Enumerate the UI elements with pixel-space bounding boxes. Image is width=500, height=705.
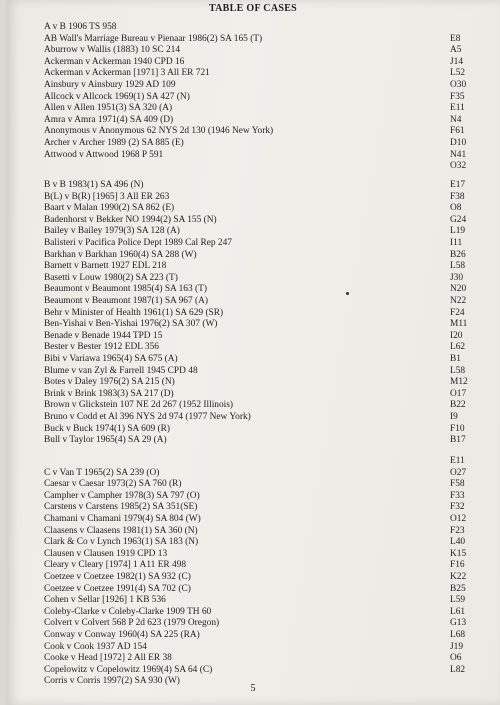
page-number: 5 <box>250 683 256 694</box>
case-reference: F24 <box>450 307 465 318</box>
case-row <box>44 560 470 571</box>
case-row <box>44 150 470 161</box>
case-row <box>44 284 470 295</box>
case-row <box>44 584 470 595</box>
case-reference: L58 <box>450 365 466 376</box>
case-row <box>44 161 470 172</box>
case-reference: G13 <box>450 618 467 629</box>
case-reference: M12 <box>450 377 468 388</box>
case-reference: F10 <box>450 423 465 434</box>
case-row <box>44 537 470 548</box>
case-citation: Archer v Archer 1989 (2) SA 885 (E) <box>44 138 184 148</box>
case-citation: Coetzee v Coetzee 1982(1) SA 932 (C) <box>44 572 191 582</box>
case-reference: E11 <box>450 456 465 466</box>
case-row <box>44 68 470 79</box>
case-row <box>44 514 470 525</box>
case-row <box>44 572 470 583</box>
case-reference: F38 <box>450 191 465 202</box>
ink-dot <box>346 292 349 295</box>
case-citation: C v Van T 1965(2) SA 239 (O) <box>44 467 160 478</box>
case-citation: Attwood v Attwood 1968 P 591 <box>44 149 164 160</box>
page-title: TABLE OF CASES <box>208 3 298 14</box>
case-reference: E11 <box>450 103 465 114</box>
document-page <box>6 0 500 705</box>
case-row <box>44 138 470 149</box>
case-row <box>44 412 470 423</box>
case-citation: AB Wall's Marriage Bureau v Pienaar 1986(2) SA 165 (T) <box>44 33 263 44</box>
case-row <box>44 308 470 319</box>
case-citation: Bull v Taylor 1965(4) SA 29 (A) <box>44 435 167 446</box>
case-reference: L82 <box>450 664 466 675</box>
case-row <box>44 400 470 411</box>
case-citation: Cleary v Cleary [1974] 1 A11 ER 498 <box>44 560 187 571</box>
case-row <box>44 92 470 103</box>
case-row <box>44 526 470 537</box>
case-row <box>44 250 470 261</box>
case-reference: O27 <box>450 467 467 478</box>
case-citation: Buck v Buck 1974(1) SA 609 (R) <box>44 423 171 434</box>
case-reference: N22 <box>450 296 467 306</box>
case-reference: E17 <box>450 180 466 190</box>
case-row <box>44 331 470 342</box>
case-reference: I11 <box>450 238 463 248</box>
case-row <box>44 103 470 114</box>
case-row <box>44 215 470 226</box>
case-row <box>44 342 470 353</box>
case-citation: Ackerman v Ackerman 1940 CPD 16 <box>44 56 185 67</box>
case-citation: Barnett v Barnett 1927 EDL 218 <box>44 261 167 272</box>
case-reference: L61 <box>450 606 466 617</box>
case-citation: Brown v Glickstein 107 NE 2d 267 (1952 Illinois) <box>44 400 234 411</box>
case-citation: Claasens v Claasens 1981(1) SA 360 (N) <box>44 525 198 536</box>
case-citation: Barkhan v Barkhan 1960(4) SA 288 (W) <box>44 249 197 260</box>
case-reference: I20 <box>450 330 463 341</box>
case-reference: B26 <box>450 249 466 260</box>
case-row <box>44 203 470 214</box>
case-citation: Bester v Bester 1912 EDL 356 <box>44 342 159 353</box>
case-row <box>44 665 470 676</box>
case-reference: L59 <box>450 595 466 606</box>
case-reference: F16 <box>450 560 465 571</box>
case-reference: F35 <box>450 91 465 102</box>
case-citation: Conway v Conway 1960(4) SA 225 (RA) <box>44 630 200 640</box>
case-reference: B22 <box>450 400 466 411</box>
case-row <box>44 238 470 249</box>
case-citation: Clark & Co v Lynch 1963(1) SA 183 (N) <box>44 537 199 548</box>
case-row <box>44 261 470 272</box>
case-citation: Benade v Benade 1944 TPD 15 <box>44 330 163 341</box>
case-citation: Blume v van Zyl & Farrell 1945 CPD 48 <box>44 365 198 376</box>
case-row <box>44 354 470 365</box>
case-citation: Coetzee v Coetzee 1991(4) SA 702 (C) <box>44 583 191 594</box>
case-reference: O8 <box>450 203 462 214</box>
case-reference: L68 <box>450 630 466 640</box>
case-row <box>44 366 470 377</box>
case-row <box>44 273 470 284</box>
case-citation: Allcock v Allcock 1969(1) SA 427 (N) <box>44 91 190 102</box>
case-citation: Brink v Brink 1983(3) SA 217 (D) <box>44 388 174 399</box>
case-row <box>44 115 470 126</box>
case-row <box>44 192 470 203</box>
case-reference: N41 <box>450 149 467 160</box>
case-row <box>44 642 470 653</box>
case-reference: N4 <box>450 114 462 125</box>
case-row <box>44 45 470 56</box>
case-citation: Balisteri v Pacifica Police Dept 1989 Cal Rep 247 <box>44 238 232 248</box>
case-reference: K22 <box>450 572 467 582</box>
case-row <box>44 468 470 479</box>
case-citation: Botes v Daley 1976(2) SA 215 (N) <box>44 377 175 388</box>
case-citation: Ainsbury v Ainsbury 1929 AD 109 <box>44 80 176 90</box>
case-reference: B1 <box>450 354 461 364</box>
case-citation: Basetti v Louw 1980(2) SA 223 (T) <box>44 272 178 283</box>
case-reference: O12 <box>450 514 467 524</box>
case-citation: Clausen v Clausen 1919 CPD 13 <box>44 548 168 559</box>
case-citation: Aburrow v Wallis (1883) 10 SC 214 <box>44 45 181 56</box>
case-citation: Anonymous v Anonymous 62 NYS 2d 130 (1946 New York) <box>44 126 274 137</box>
case-reference: L52 <box>450 68 466 79</box>
case-citation: Behr v Minister of Health 1961(1) SA 629 (SR) <box>44 307 224 318</box>
case-citation: Chamani v Chamani 1979(4) SA 804 (W) <box>44 514 201 524</box>
case-citation: Cooke v Head [1972] 2 All ER 38 <box>44 653 172 664</box>
case-reference: A5 <box>450 45 462 56</box>
case-citation: Coleby-Clarke v Coleby-Clarke 1909 TH 60 <box>44 606 212 617</box>
case-reference: J19 <box>450 641 464 652</box>
case-row <box>44 126 470 137</box>
case-reference: F33 <box>450 490 465 501</box>
case-reference: J14 <box>450 56 464 67</box>
case-citation: Ben-Yishai v Ben-Yishai 1976(2) SA 307 (W) <box>44 319 218 330</box>
case-row <box>44 424 470 435</box>
case-row <box>44 80 470 91</box>
case-reference: B17 <box>450 435 466 446</box>
case-reference: F61 <box>450 126 465 137</box>
case-reference: M11 <box>450 319 468 330</box>
case-citation: Baart v Malan 1990(2) SA 862 (E) <box>44 203 175 214</box>
case-citation: Campher v Campher 1978(3) SA 797 (O) <box>44 490 200 501</box>
case-reference: O32 <box>450 161 467 172</box>
case-reference: F58 <box>450 479 465 490</box>
case-reference: L40 <box>450 537 466 548</box>
case-row <box>44 618 470 629</box>
case-citation: Colvert v Colvert 568 P 2d 623 (1979 Oregon) <box>44 618 220 629</box>
case-citation: B v B 1983(1) SA 496 (N) <box>44 180 144 190</box>
case-row <box>44 180 470 191</box>
case-row <box>44 389 470 400</box>
case-row <box>44 607 470 618</box>
case-row <box>44 296 470 307</box>
case-row <box>44 319 470 330</box>
case-citation: Badenhorst v Bekker NO 1994(2) SA 155 (N) <box>44 214 217 225</box>
case-reference: L62 <box>450 342 466 353</box>
case-row <box>44 549 470 560</box>
case-row <box>44 377 470 388</box>
case-row <box>44 34 470 45</box>
case-citation: A v B 1906 TS 958 <box>44 22 117 32</box>
case-row <box>44 653 470 664</box>
case-reference: F23 <box>450 525 465 536</box>
case-row <box>44 435 470 446</box>
case-citation: B(L) v B(R) [1965] 3 All ER 263 <box>44 191 170 202</box>
case-citation: Ackerman v Ackerman [1971] 3 All ER 721 <box>44 68 210 79</box>
case-citation: Bibi v Variawa 1965(4) SA 675 (A) <box>44 354 178 364</box>
case-citation: Cook v Cook 1937 AD 154 <box>44 641 147 652</box>
case-row <box>44 595 470 606</box>
case-citation: Bruno v Codd et Al 396 NYS 2d 974 (1977 New York) <box>44 412 251 422</box>
case-reference: F32 <box>450 502 465 513</box>
case-citation: Beaumont v Beaumont 1987(1) SA 967 (A) <box>44 296 209 306</box>
case-row <box>44 22 470 33</box>
case-row <box>44 479 470 490</box>
case-row <box>44 57 470 68</box>
case-row <box>44 491 470 502</box>
case-citation: Allen v Allen 1951(3) SA 320 (A) <box>44 103 173 114</box>
case-reference: G24 <box>450 214 467 225</box>
case-reference: I9 <box>450 412 458 422</box>
case-reference: L19 <box>450 226 466 237</box>
case-citation: Bailey v Bailey 1979(3) SA 128 (A) <box>44 226 180 237</box>
case-citation: Copelowitz v Copelowitz 1969(4) SA 64 (C) <box>44 664 213 675</box>
case-citation: Carstens v Carstens 1985(2) SA 351(SE) <box>44 502 198 513</box>
case-citation: Caesar v Caesar 1973(2) SA 760 (R) <box>44 479 182 490</box>
case-citation: Cohen v Sellar [1926] 1 KB 536 <box>44 595 166 606</box>
case-reference: K15 <box>450 548 467 559</box>
case-reference: J30 <box>450 272 464 283</box>
case-citation: Amra v Amra 1971(4) SA 409 (D) <box>44 114 174 125</box>
case-row <box>44 630 470 641</box>
case-reference: D10 <box>450 138 467 148</box>
case-reference: O6 <box>450 653 462 664</box>
case-row <box>44 456 470 467</box>
case-citation: Beaumont v Beaumont 1985(4) SA 163 (T) <box>44 284 207 295</box>
case-citation: Corris v Corris 1997(2) SA 930 (W) <box>44 676 180 687</box>
case-reference: B25 <box>450 583 466 594</box>
case-row <box>44 226 470 237</box>
case-reference: O17 <box>450 388 467 399</box>
case-reference: O30 <box>450 80 467 90</box>
case-reference: N20 <box>450 284 467 295</box>
case-reference: L58 <box>450 261 466 272</box>
case-reference: E8 <box>450 33 461 44</box>
case-row <box>44 502 470 513</box>
